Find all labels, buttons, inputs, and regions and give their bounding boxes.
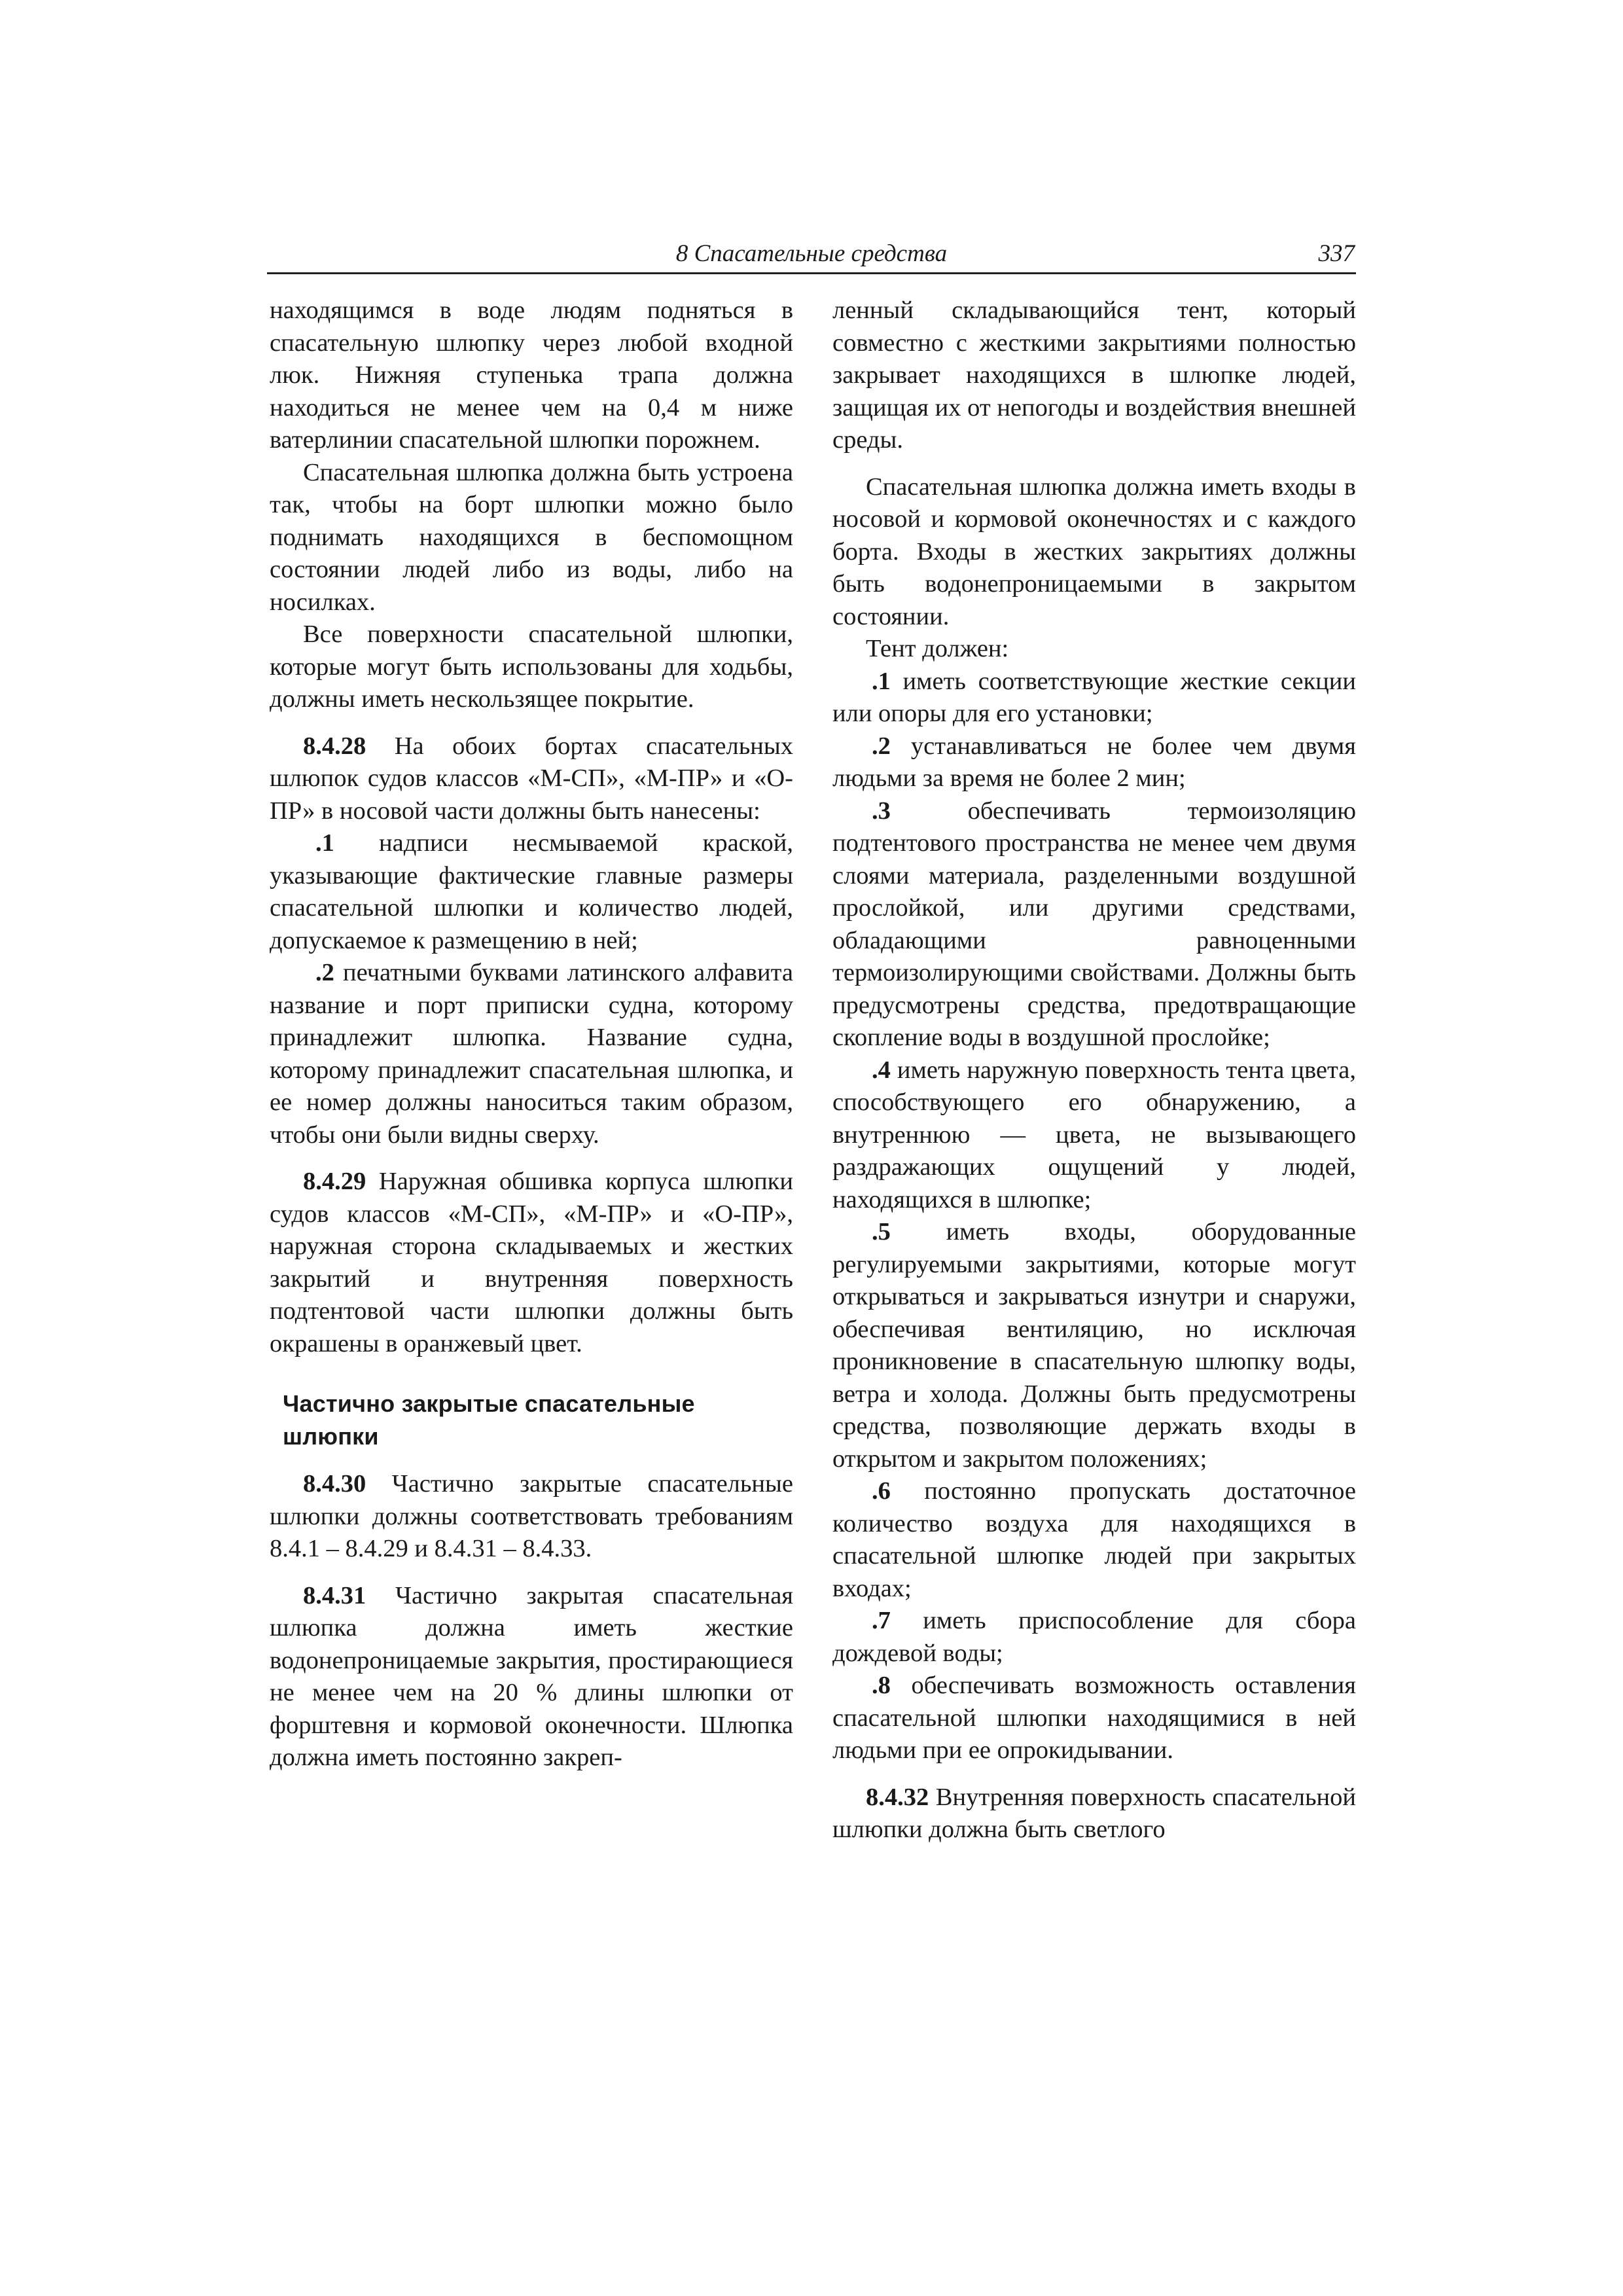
item-number: .5 [872,1218,891,1246]
item-text: печатными буквами латинского алфавита название и порт приписки судна, которому принадлежит шлюпка. Название судна, которому принадлежит спасательная шлюпка, и ее номер должны наноситься таким образом, чтобы они были видны сверху. [270,959,793,1149]
item-text: обеспечивать термоизоляцию подтентового пространства не менее чем двумя слоями материала, разделенными воздушной прослойкой, или другими средствами, обладающими равноценными термоизолирующими свойствами. Должны быть предусмотрены средства, предотвращающие скопление воды в воздушной прослойке; [832,797,1356,1051]
list-item [832,1605,1356,1670]
list-item [832,1054,1356,1217]
paragraph: Тент должен: [866,635,1009,662]
section-number: 8.4.32 [866,1783,929,1811]
section-8-4-31 [270,1580,793,1774]
item-text: иметь приспособление для сбора дождевой воды; [832,1607,1356,1667]
section-8-4-29 [270,1166,793,1360]
section-number: 8.4.28 [303,732,366,760]
list-item [270,827,793,957]
item-text: устанавливаться не более чем двумя людьми за время не более 2 мин; [832,732,1356,792]
item-text: обеспечивать возможность оставления спасательной шлюпки находящимися в ней людьми при ее опрокидывании. [832,1672,1356,1764]
paragraph: Все поверхности спасательной шлюпки, которые могут быть использованы для ходьбы, должны иметь нескользящее покрытие. [270,620,793,713]
section-number: 8.4.31 [303,1581,366,1609]
section-number: 8.4.29 [303,1168,366,1195]
item-text: постоянно пропускать достаточное количество воздуха для находящихся в спасательной шлюпке людей при закрытых входах; [832,1477,1356,1602]
section-number: 8.4.30 [303,1470,366,1498]
item-number: .7 [872,1607,891,1634]
section-text: Частично закрытые спасательные шлюпки должны соответствовать требованиям 8.4.1 – 8.4.29 и 8.4.31 – 8.4.33. [270,1470,793,1562]
left-column [270,295,793,1774]
section-8-4-32 [832,1782,1356,1846]
list-item [832,1216,1356,1475]
section-8-4-28 [270,730,793,828]
item-number: .1 [315,829,334,857]
right-column [832,295,1356,1846]
list-item [832,1475,1356,1605]
list-item [832,666,1356,730]
paragraph: Спасательная шлюпка должна быть устроена так, чтобы на борт шлюпки можно было поднимать находящихся в беспомощном состоянии людей либо из воды, либо на носилках. [270,458,793,616]
page-number: 337 [1318,240,1355,267]
item-number: .3 [872,797,891,825]
item-number: .6 [872,1477,891,1505]
item-number: .2 [315,959,334,986]
item-text: иметь наружную поверхность тента цвета, способствующего его обнаружению, а внутреннюю — цвета, не вызывающего раздражающих ощущений у людей, находящихся в шлюпке; [832,1056,1356,1213]
section-heading: Частично закрытые спасательные шлюпки [283,1390,695,1450]
section-text: Наружная обшивка корпуса шлюпки судов классов «М-СП», «М-ПР» и «О-ПР», наружная сторона складываемых и жестких закрытий и внутренняя поверхность подтентовой части шлюпки должны быть окрашены в оранжевый цвет. [270,1168,793,1357]
section-text: Частично закрытая спасательная шлюпка должна иметь жесткие водонепроницаемые закрытия, простирающиеся не менее чем на 20 % длины шлюпки от форштевня и кормовой оконечности. Шлюпка должна иметь постоянно закреп- [270,1581,793,1771]
paragraph: Спасательная шлюпка должна иметь входы в носовой и кормовой оконечностях и с каждого борта. Входы в жестких закрытиях должны быть водонепроницаемыми в закрытом состоянии. [832,473,1356,630]
list-item [832,1670,1356,1767]
item-number: .8 [872,1672,891,1699]
paragraph: ленный складывающийся тент, который совместно с жесткими закрытиями полностью закрывает находящихся в шлюпке людей, защищая их от непогоды и воздействия внешней среды. [832,296,1356,454]
list-item [832,795,1356,1054]
list-item [270,957,793,1151]
paragraph: находящимся в воде людям подняться в спасательную шлюпку через любой входной люк. Нижняя ступенька трапа должна находиться не менее чем на 0,4 м ниже ватерлинии спасательной шлюпки порожнем. [270,296,793,454]
list-item [832,730,1356,795]
item-text: иметь входы, оборудованные регулируемыми закрытиями, которые могут открываться и закрываться изнутри и снаружи, обеспечивая вентиляцию, но исключая проникновение в спасательную шлюпку воды, ветра и холода. Должны быть предусмотрены средства, позволяющие держать входы в открытом и закрытом положениях; [832,1218,1356,1473]
section-text: На обоих бортах спасательных шлюпок судов классов «М-СП», «М-ПР» и «О-ПР» в носовой части должны быть нанесены: [270,732,793,825]
item-number: .1 [872,667,891,695]
item-text: надписи несмываемой краской, указывающие фактические главные размеры спасательной шлюпки и количество людей, допускаемое к размещению в ней; [270,829,793,954]
section-text: Внутренняя поверхность спасательной шлюпки должна быть светлого [832,1783,1356,1843]
running-header [267,237,1356,274]
section-8-4-30 [270,1468,793,1566]
item-text: иметь соответствующие жесткие секции или опоры для его установки; [832,667,1356,727]
chapter-title: 8 Спасательные средства [675,240,948,267]
item-number: .2 [872,732,891,760]
item-number: .4 [872,1056,891,1084]
